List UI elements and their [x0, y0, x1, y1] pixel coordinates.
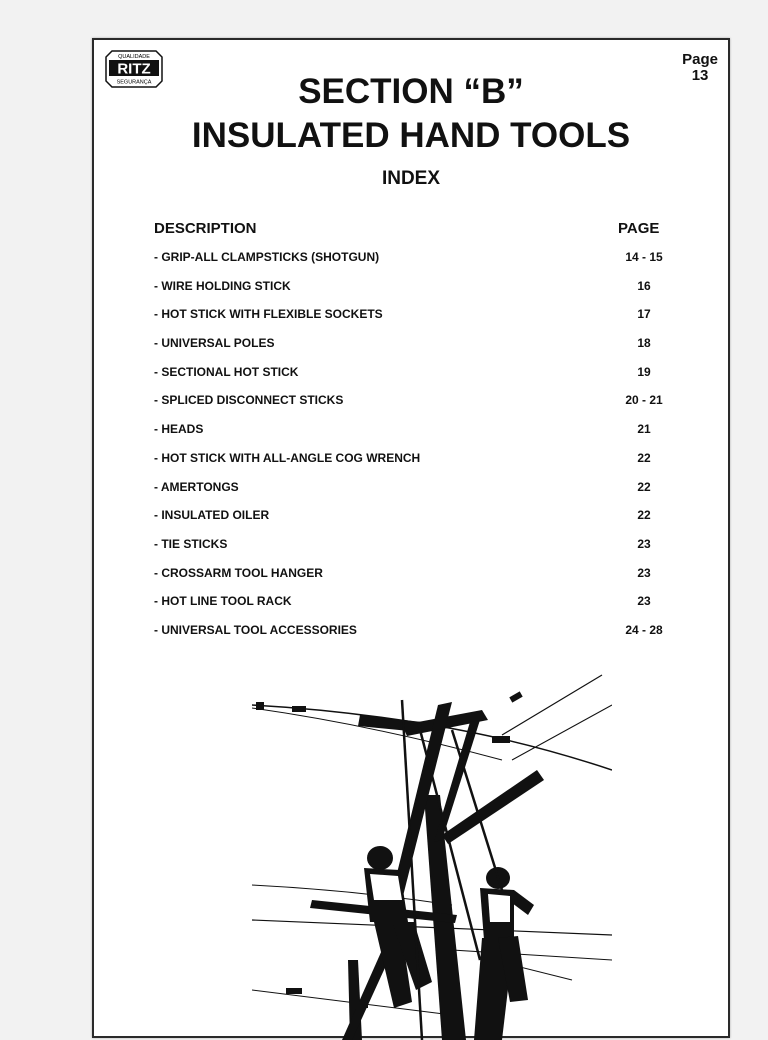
page-number: 13: [691, 67, 709, 84]
logo-bottom-text: SEGURANÇA: [116, 79, 152, 86]
index-item-page: 19: [637, 364, 651, 379]
index-item-description: - HOT STICK WITH ALL-ANGLE COG WRENCH: [154, 450, 421, 465]
index-row: [154, 594, 674, 623]
title-line-2: INSULATED HAND TOOLS: [191, 116, 631, 155]
index-list: [154, 250, 674, 652]
index-row: [154, 336, 674, 365]
index-row: [154, 279, 674, 308]
index-row: [154, 365, 674, 394]
index-item-page: 16: [637, 278, 651, 293]
index-item-description: - AMERTONGS: [154, 479, 239, 494]
index-item-description: - HEADS: [154, 422, 204, 437]
index-item-description: - UNIVERSAL POLES: [154, 336, 275, 351]
index-item-description: - HOT STICK WITH FLEXIBLE SOCKETS: [154, 307, 383, 322]
page-label: Page: [682, 51, 718, 68]
index-item-page: 22: [637, 508, 651, 523]
index-row: [154, 451, 674, 480]
index-item-page: 23: [637, 536, 651, 551]
index-row: [154, 422, 674, 451]
index-item-page: 14 - 15: [625, 250, 663, 264]
index-item-description: - INSULATED OILER: [154, 508, 270, 523]
index-item-page: 20 - 21: [625, 393, 663, 408]
index-item-description: - WIRE HOLDING STICK: [154, 278, 291, 293]
index-item-description: - CROSSARM TOOL HANGER: [154, 565, 323, 580]
index-row: [154, 508, 674, 537]
index-item-description: - UNIVERSAL TOOL ACCESSORIES: [154, 622, 357, 637]
linemen-on-pole-photo: [252, 630, 612, 1040]
index-row: [154, 566, 674, 595]
index-row: [154, 307, 674, 336]
index-item-description: - SPLICED DISCONNECT STICKS: [154, 393, 344, 408]
index-row: [154, 250, 674, 279]
title-line-1: SECTION “B”: [298, 72, 524, 111]
description-column-header: DESCRIPTION: [154, 220, 257, 237]
index-item-page: 23: [637, 594, 651, 609]
index-item-page: 24 - 28: [625, 622, 663, 637]
index-heading: INDEX: [381, 168, 441, 189]
index-item-description: - GRIP-ALL CLAMPSTICKS (SHOTGUN): [154, 250, 380, 264]
index-row: [154, 537, 674, 566]
index-item-page: 22: [637, 479, 651, 494]
index-item-page: 21: [637, 422, 651, 437]
index-item-description: - TIE STICKS: [154, 536, 228, 551]
logo-top-text: QUALIDADE: [118, 54, 150, 60]
index-row: [154, 393, 674, 422]
index-item-page: 18: [637, 336, 651, 351]
document-page: [92, 38, 730, 1038]
index-item-description: - SECTIONAL HOT STICK: [154, 364, 299, 379]
index-item-page: 22: [637, 450, 651, 465]
index-item-page: 17: [637, 307, 651, 322]
index-row: [154, 480, 674, 509]
index-item-description: - HOT LINE TOOL RACK: [154, 594, 292, 609]
logo-brand: RITZ: [117, 60, 151, 78]
page-column-header: PAGE: [618, 220, 660, 237]
index-item-page: 23: [637, 565, 651, 580]
